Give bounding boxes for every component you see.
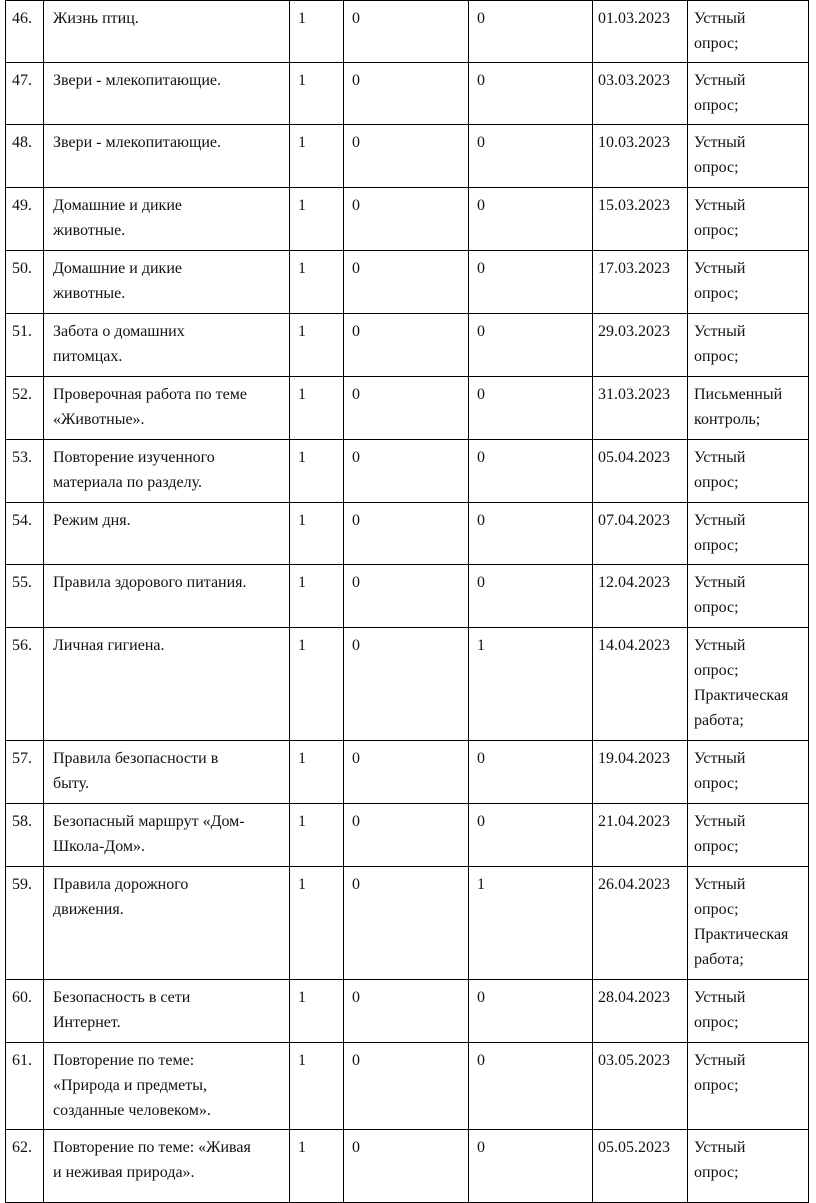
lesson-topic-line: Школа-Дом». (53, 838, 146, 855)
hours-practical-work: 0 (469, 314, 593, 377)
control-form-line: Устный (694, 134, 746, 151)
control-form-line: Устный (694, 574, 746, 591)
table-row (6, 63, 809, 125)
hours-control-work: 0 (344, 1130, 469, 1203)
control-form-line: опрос; (694, 474, 739, 491)
control-form-line: Устный (694, 989, 746, 1006)
table-row (6, 1130, 809, 1203)
control-form-line: опрос; (694, 348, 739, 365)
control-form-line: Устный (694, 876, 746, 893)
lesson-number: 53. (6, 440, 44, 503)
hours-total: 1 (290, 1043, 344, 1130)
hours-practical-work: 1 (469, 628, 593, 741)
control-form-line: Устный (694, 813, 746, 830)
lesson-topic-line: Повторение изученного (53, 449, 215, 466)
hours-total: 1 (290, 440, 344, 503)
table-row (6, 867, 809, 980)
lesson-topic-line: Забота о домашних (53, 323, 185, 340)
control-form-line: Практическая (694, 926, 789, 943)
control-form-line: опрос; (694, 1077, 739, 1094)
lesson-topic-line: движения. (53, 901, 124, 918)
lesson-date: 17.03.2023 (593, 251, 688, 314)
control-form-line: опрос; (694, 285, 739, 302)
control-form (688, 565, 809, 628)
lesson-topic-line: созданные человеком». (53, 1102, 211, 1119)
lesson-topic-line: «Животные». (53, 411, 145, 428)
lesson-number: 52. (6, 377, 44, 440)
control-form (688, 1043, 809, 1130)
hours-practical-work: 0 (469, 63, 593, 125)
lesson-topic-line: Домашние и дикие (53, 260, 182, 277)
hours-control-work: 0 (344, 1043, 469, 1130)
lesson-date: 31.03.2023 (593, 377, 688, 440)
lesson-number: 47. (6, 63, 44, 125)
hours-total: 1 (290, 251, 344, 314)
hours-control-work: 0 (344, 314, 469, 377)
lesson-topic-line: животные. (53, 285, 126, 302)
lesson-topic (44, 1043, 290, 1130)
control-form-line: Устный (694, 750, 746, 767)
lesson-number: 54. (6, 503, 44, 565)
hours-total: 1 (290, 125, 344, 188)
control-form-line: Устный (694, 512, 746, 529)
hours-practical-work: 0 (469, 1130, 593, 1203)
control-form (688, 314, 809, 377)
hours-practical-work: 0 (469, 1, 593, 63)
lesson-topic (44, 565, 290, 628)
lesson-topic-line: Правила безопасности в (53, 750, 219, 767)
hours-total: 1 (290, 377, 344, 440)
hours-control-work: 0 (344, 628, 469, 741)
control-form-line: Устный (694, 1052, 746, 1069)
control-form-line: Устный (694, 449, 746, 466)
control-form-line: опрос; (694, 97, 739, 114)
lesson-topic-line: Безопасный маршрут «Дом- (53, 813, 245, 830)
hours-control-work: 0 (344, 503, 469, 565)
lesson-number: 60. (6, 980, 44, 1043)
hours-control-work: 0 (344, 251, 469, 314)
lesson-topic (44, 804, 290, 867)
hours-total: 1 (290, 867, 344, 980)
control-form-line: опрос; (694, 222, 739, 239)
hours-practical-work: 0 (469, 377, 593, 440)
control-form (688, 63, 809, 125)
hours-control-work: 0 (344, 440, 469, 503)
lesson-topic-line: материала по разделу. (53, 474, 203, 491)
lesson-topic (44, 741, 290, 804)
control-form (688, 741, 809, 804)
lesson-topic (44, 628, 290, 741)
hours-total: 1 (290, 565, 344, 628)
hours-total: 1 (290, 1130, 344, 1203)
hours-practical-work: 0 (469, 188, 593, 251)
lesson-number: 48. (6, 125, 44, 188)
table-row (6, 565, 809, 628)
hours-total: 1 (290, 63, 344, 125)
hours-practical-work: 0 (469, 565, 593, 628)
lesson-date: 10.03.2023 (593, 125, 688, 188)
lesson-topic (44, 188, 290, 251)
hours-practical-work: 0 (469, 741, 593, 804)
control-form (688, 1, 809, 63)
lesson-number: 61. (6, 1043, 44, 1130)
control-form-line: Устный (694, 1139, 746, 1156)
control-form (688, 628, 809, 741)
lesson-date: 12.04.2023 (593, 565, 688, 628)
control-form-line: опрос; (694, 1164, 739, 1181)
lesson-date: 21.04.2023 (593, 804, 688, 867)
lesson-date: 07.04.2023 (593, 503, 688, 565)
lesson-topic (44, 63, 290, 125)
hours-practical-work: 0 (469, 503, 593, 565)
hours-total: 1 (290, 741, 344, 804)
lesson-topic (44, 440, 290, 503)
lesson-topic-line: Правила дорожного (53, 876, 189, 893)
control-form-line: Практическая (694, 687, 789, 704)
table-row (6, 1, 809, 63)
lesson-number: 58. (6, 804, 44, 867)
control-form (688, 980, 809, 1043)
table-body (6, 1, 809, 1203)
lesson-topic (44, 1, 290, 63)
lesson-date: 03.05.2023 (593, 1043, 688, 1130)
lesson-topic-line: Режим дня. (53, 512, 131, 529)
table-row (6, 188, 809, 251)
lesson-topic (44, 314, 290, 377)
table-row (6, 503, 809, 565)
lesson-topic-line: «Природа и предметы, (53, 1077, 208, 1094)
hours-control-work: 0 (344, 63, 469, 125)
lesson-topic (44, 867, 290, 980)
lesson-topic (44, 377, 290, 440)
lesson-date: 29.03.2023 (593, 314, 688, 377)
table-row (6, 377, 809, 440)
lesson-topic (44, 980, 290, 1043)
control-form-line: контроль; (694, 411, 761, 428)
lesson-topic-line: и неживая природа». (53, 1164, 195, 1181)
lesson-topic-line: Домашние и дикие (53, 197, 182, 214)
control-form-line: опрос; (694, 662, 739, 679)
table-row (6, 628, 809, 741)
table-row (6, 440, 809, 503)
control-form-line: Письменный (694, 386, 783, 403)
control-form-line: Устный (694, 323, 746, 340)
control-form (688, 188, 809, 251)
lesson-number: 46. (6, 1, 44, 63)
hours-control-work: 0 (344, 741, 469, 804)
hours-practical-work: 0 (469, 980, 593, 1043)
table-row (6, 741, 809, 804)
control-form-line: Устный (694, 637, 746, 654)
lesson-topic-line: Повторение по теме: «Живая (53, 1139, 251, 1156)
lesson-topic-line: быту. (53, 775, 90, 792)
control-form (688, 867, 809, 980)
hours-control-work: 0 (344, 377, 469, 440)
control-form-line: опрос; (694, 838, 739, 855)
table-row (6, 804, 809, 867)
table-row (6, 125, 809, 188)
hours-control-work: 0 (344, 565, 469, 628)
control-form (688, 377, 809, 440)
lesson-topic-line: питомцах. (53, 348, 123, 365)
control-form-line: Устный (694, 197, 746, 214)
lesson-number: 51. (6, 314, 44, 377)
lesson-topic-line: Безопасность в сети (53, 989, 191, 1006)
lesson-date: 01.03.2023 (593, 1, 688, 63)
lesson-topic-line: Повторение по теме: (53, 1052, 195, 1069)
control-form-line: опрос; (694, 1014, 739, 1031)
lesson-date: 19.04.2023 (593, 741, 688, 804)
control-form-line: опрос; (694, 537, 739, 554)
hours-total: 1 (290, 314, 344, 377)
lesson-topic (44, 125, 290, 188)
hours-practical-work: 0 (469, 125, 593, 188)
lesson-topic (44, 1130, 290, 1203)
lesson-number: 57. (6, 741, 44, 804)
control-form-line: опрос; (694, 159, 739, 176)
hours-practical-work: 0 (469, 440, 593, 503)
lesson-date: 15.03.2023 (593, 188, 688, 251)
lesson-date: 28.04.2023 (593, 980, 688, 1043)
lesson-date: 05.04.2023 (593, 440, 688, 503)
control-form (688, 503, 809, 565)
lesson-topic-line: Звери - млекопитающие. (53, 134, 221, 151)
lesson-topic (44, 503, 290, 565)
lesson-topic-line: Личная гигиена. (53, 637, 165, 654)
hours-control-work: 0 (344, 804, 469, 867)
lesson-number: 50. (6, 251, 44, 314)
lesson-topic-line: Интернет. (53, 1014, 121, 1031)
table-row (6, 251, 809, 314)
table-row (6, 314, 809, 377)
control-form-line: опрос; (694, 599, 739, 616)
hours-total: 1 (290, 980, 344, 1043)
hours-total: 1 (290, 1, 344, 63)
lesson-topic-line: Проверочная работа по теме (53, 386, 247, 403)
hours-total: 1 (290, 503, 344, 565)
hours-practical-work: 1 (469, 867, 593, 980)
hours-practical-work: 0 (469, 804, 593, 867)
control-form-line: Устный (694, 10, 746, 27)
hours-practical-work: 0 (469, 251, 593, 314)
hours-practical-work: 0 (469, 1043, 593, 1130)
lesson-topic-line: животные. (53, 222, 126, 239)
lesson-topic-line: Жизнь птиц. (53, 10, 139, 27)
lesson-date: 05.05.2023 (593, 1130, 688, 1203)
control-form-line: Устный (694, 72, 746, 89)
control-form-line: работа; (694, 712, 744, 729)
control-form (688, 125, 809, 188)
control-form-line: опрос; (694, 775, 739, 792)
lesson-topic-line: Звери - млекопитающие. (53, 72, 221, 89)
hours-control-work: 0 (344, 980, 469, 1043)
hours-control-work: 0 (344, 125, 469, 188)
control-form (688, 804, 809, 867)
lesson-topic-line: Правила здорового питания. (53, 574, 247, 591)
control-form (688, 440, 809, 503)
lesson-number: 49. (6, 188, 44, 251)
control-form (688, 1130, 809, 1203)
hours-total: 1 (290, 628, 344, 741)
hours-total: 1 (290, 188, 344, 251)
hours-control-work: 0 (344, 867, 469, 980)
lesson-date: 26.04.2023 (593, 867, 688, 980)
control-form-line: опрос; (694, 901, 739, 918)
control-form-line: опрос; (694, 35, 739, 52)
lesson-number: 59. (6, 867, 44, 980)
lesson-date: 14.04.2023 (593, 628, 688, 741)
hours-control-work: 0 (344, 188, 469, 251)
table-row (6, 1043, 809, 1130)
lesson-plan-table (5, 0, 809, 1203)
hours-control-work: 0 (344, 1, 469, 63)
lesson-number: 56. (6, 628, 44, 741)
lesson-number: 55. (6, 565, 44, 628)
control-form (688, 251, 809, 314)
hours-total: 1 (290, 804, 344, 867)
lesson-topic (44, 251, 290, 314)
lesson-date: 03.03.2023 (593, 63, 688, 125)
control-form-line: Устный (694, 260, 746, 277)
lesson-number: 62. (6, 1130, 44, 1203)
table-row (6, 980, 809, 1043)
control-form-line: работа; (694, 951, 744, 968)
